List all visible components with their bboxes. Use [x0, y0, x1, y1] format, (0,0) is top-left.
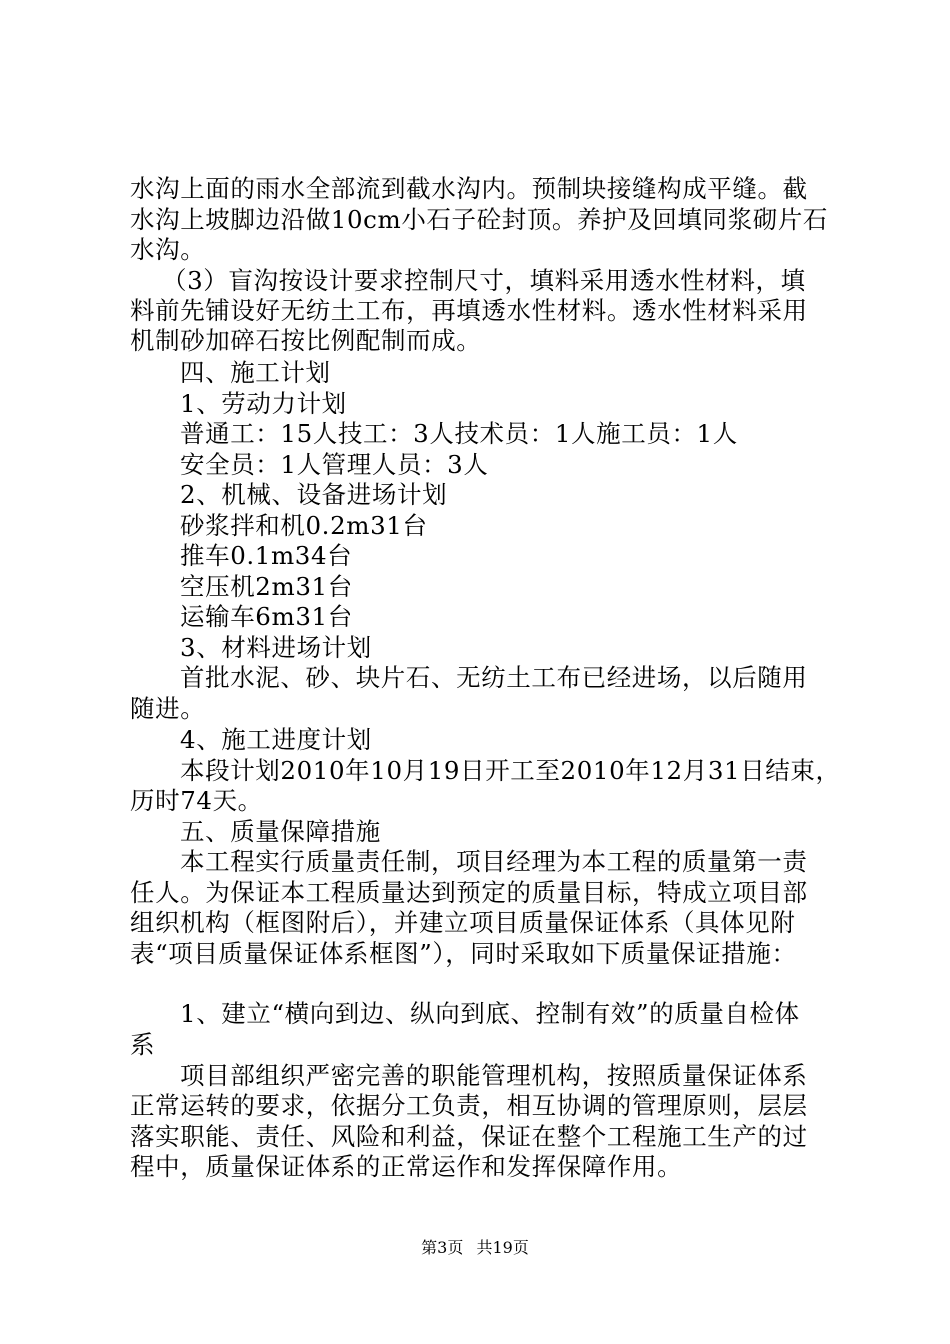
text-line: 组织机构（框图附后），并建立项目质量保证体系（具体见附	[130, 908, 796, 937]
subsection-heading: 2、机械、设备进场计划	[180, 480, 448, 509]
text-line: 普通工：15人技工：3人技术员：1人施工员：1人	[180, 419, 738, 448]
subsection-heading: 3、材料进场计划	[180, 633, 372, 662]
page-number: 第3页	[421, 1238, 464, 1257]
total-pages: 共19页	[476, 1238, 529, 1257]
section-heading: 四、施工计划	[180, 358, 331, 387]
text-line: 表“项目质量保证体系框图”），同时采取如下质量保证措施：	[130, 939, 797, 968]
text-line: 落实职能、责任、风险和利益，保证在整个工程施工生产的过	[130, 1122, 808, 1151]
text-line: 正常运转的要求，依据分工负责，相互协调的管理原则，层层	[130, 1091, 808, 1120]
text-line: 系	[130, 1030, 156, 1059]
subsection-heading: 1、建立“横向到边、纵向到底、控制有效”的质量自检体	[180, 999, 800, 1028]
text-line: 水沟上面的雨水全部流到截水沟内。预制块接缝构成平缝。截	[130, 174, 808, 203]
text-line: 空压机2m31台	[180, 572, 353, 601]
text-line: 本工程实行质量责任制，项目经理为本工程的质量第一责	[180, 847, 808, 876]
text-line: 水沟上坡脚边沿做10cm小石子砼封顶。养护及回填同浆砌片石	[130, 205, 829, 234]
text-line: 程中，质量保证体系的正常运作和发挥保障作用。	[130, 1152, 683, 1181]
text-line: 随进。	[130, 694, 206, 723]
section-heading: 五、质量保障措施	[180, 817, 381, 846]
text-line: 推车0.1m34台	[180, 541, 353, 570]
page-footer	[0, 1238, 950, 1258]
text-line: 首批水泥、砂、块片石、无纺土工布已经进场，以后随用	[180, 663, 808, 692]
text-line: （3）盲沟按设计要求控制尺寸，填料采用透水性材料，填	[162, 266, 806, 295]
subsection-heading: 4、施工进度计划	[180, 725, 372, 754]
text-line: 机制砂加碎石按比例配制而成。	[130, 326, 482, 355]
text-line: 历时74天。	[130, 786, 263, 815]
text-line: 料前先铺设好无纺土工布，再填透水性材料。透水性材料采用	[130, 296, 808, 325]
text-line: 运输车6m31台	[180, 602, 353, 631]
text-line: 砂浆拌和机0.2m31台	[180, 511, 428, 540]
text-line: 任人。为保证本工程质量达到预定的质量目标，特成立项目部	[130, 878, 808, 907]
text-line: 安全员：1人管理人员：3人	[180, 450, 489, 479]
text-line: 本段计划2010年10月19日开工至2010年12月31日结束，	[180, 756, 841, 785]
text-line: 项目部组织严密完善的职能管理机构，按照质量保证体系	[180, 1061, 808, 1090]
text-line: 水沟。	[130, 235, 206, 264]
subsection-heading: 1、劳动力计划	[180, 389, 347, 418]
